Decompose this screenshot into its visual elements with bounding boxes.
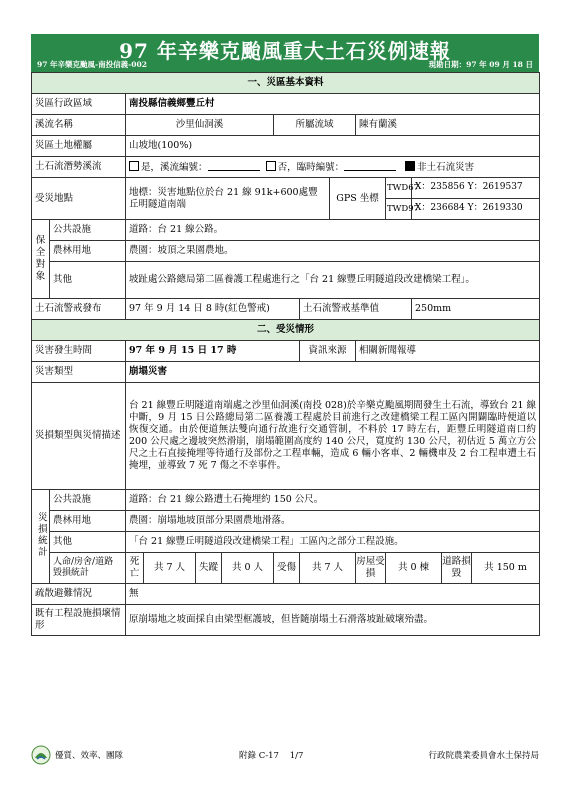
checkbox-non-debris[interactable]	[405, 161, 415, 171]
stats-other-value: 「台 21 線豐丘明隧道段改建橋梁工程」工區內之部分工程設施。	[126, 532, 540, 553]
report-table	[31, 72, 540, 636]
disaster-type-label: 災害類型	[32, 362, 126, 383]
title-banner	[31, 34, 539, 72]
section-damage-heading: 二、受災情形	[32, 320, 540, 341]
protect-other-value: 坡趾處公路總局第二區養護工程處進行之「台 21 線豐丘明隧道段改建橋梁工程」。	[126, 262, 540, 299]
survey-date: 現勘日期：97 年 09 月 18 日	[428, 60, 533, 69]
land-ownership-value: 山坡地(100%)	[126, 136, 540, 157]
footer-agency: 行政院農業委員會水土保持局	[428, 751, 539, 761]
appendix-number: 附錄 C-17	[239, 751, 279, 761]
twd67-label: TWD67	[386, 178, 412, 199]
checkbox-yes[interactable]	[129, 161, 139, 171]
stream-name-value: 沙里仙洞溪	[126, 115, 274, 136]
missing-value: 共 0 人	[222, 553, 274, 584]
option-non-debris-label: 非土石流災害	[417, 161, 475, 173]
admin-region-label: 災區行政區域	[32, 94, 126, 115]
stats-other-label: 其他	[50, 532, 126, 553]
loss-stats-label: 人命/房舍/道路毀損統計	[50, 553, 126, 584]
footer-page-info	[239, 749, 303, 761]
report-code: 97 年辛樂克颱風-南投信義-002	[37, 60, 147, 69]
info-source-value: 相關新聞報導	[356, 341, 540, 362]
footer-slogan: 優質、效率、團隊	[55, 751, 124, 761]
twd97-label: TWD97	[386, 199, 412, 220]
damage-description-value: 台 21 線豐丘明隧道南端處之沙里仙洞溪(南投 028)於辛樂克颱風期間發生土石流，導致台 21 線中斷，9 月 15 日公路總局第二區養護工程處於目前進行之改建橋梁工程工區內開闢臨時便道以恢復交通。由於便道無法雙向通行故進行交通管制，不料於 17 時左右，距豐丘明隧道南口約 200 公尺處之邊坡突然滑崩，崩塌範圍高度約 140 公尺，寬度約 130 公尺，初估近 5 萬立方公尺之土石直接掩埋等待通行及部份之工程車輛，造成 6 輛小客車、2 輛機車及 2 台工程車遭土石掩埋，並導致 7 死 7 傷之不幸事件。	[126, 383, 540, 490]
dead-value: 共 7 人	[144, 553, 196, 584]
admin-region-value: 南投縣信義鄉豐丘村	[126, 94, 540, 115]
protect-farm-label: 農林用地	[50, 241, 126, 262]
house-label: 房屋受損	[356, 553, 386, 584]
section-basic-info-heading: 一、災區基本資料	[32, 73, 540, 94]
existing-works-value: 原崩塌地之坡面採自由梁型框護坡，但皆隨崩塌土石滑落坡趾破壞殆盡。	[126, 605, 540, 636]
page-number: 1/7	[289, 751, 304, 761]
footer-left	[31, 745, 123, 765]
house-value: 共 0 棟	[386, 553, 442, 584]
info-source-label: 資訊來源	[300, 341, 356, 362]
evacuation-value: 無	[126, 584, 540, 605]
temp-number-blank	[344, 161, 396, 171]
occur-time-value: 97 年 9 月 15 日 17 時	[126, 341, 300, 362]
evacuation-label: 疏散避難情況	[32, 584, 126, 605]
agency-logo-icon	[31, 745, 51, 765]
stream-number-blank	[208, 161, 260, 171]
existing-works-label: 既有工程設施損壞情形	[32, 605, 126, 636]
dead-label: 死亡	[126, 553, 144, 584]
report-title: 97 年辛樂克颱風重大土石災例速報	[119, 39, 451, 63]
option-no-label: 否，臨時編號：	[277, 161, 345, 173]
report-sheet	[31, 34, 539, 636]
disaster-type-value: 崩塌災害	[126, 362, 540, 383]
warning-issue-label: 土石流警戒發布	[32, 299, 126, 320]
checkbox-no[interactable]	[266, 161, 276, 171]
warning-issue-value: 97 年 9 月 14 日 8 時(紅色警戒)	[126, 299, 300, 320]
road-label: 道路損毀	[442, 553, 472, 584]
damage-description-label: 災損類型與災情描述	[32, 383, 126, 490]
debris-potential-label: 土石流潛勢溪流	[32, 157, 126, 178]
protect-target-label: 保全對象	[32, 220, 50, 299]
injured-label: 受傷	[274, 553, 300, 584]
protect-other-label: 其他	[50, 262, 126, 299]
debris-potential-options	[126, 157, 540, 178]
page-footer	[31, 745, 539, 767]
twd67-value: X：235856 Y：2619537	[412, 178, 540, 199]
stream-name-label: 溪流名稱	[32, 115, 126, 136]
warning-threshold-label: 土石流警戒基準值	[300, 299, 412, 320]
location-value: 地標：災害地點位於台 21 線 91k+600處豐丘明隧道南端	[126, 178, 330, 220]
protect-farm-value: 農園：坡頂之果園農地。	[126, 241, 540, 262]
stats-farm-label: 農林用地	[50, 511, 126, 532]
basin-value: 陳有蘭溪	[356, 115, 540, 136]
occur-time-label: 災害發生時間	[32, 341, 126, 362]
stats-public-value: 道路：台 21 線公路遭土石掩埋約 150 公尺。	[126, 490, 540, 511]
road-value: 共 150 m	[472, 553, 540, 584]
location-label: 受災地點	[32, 178, 126, 220]
twd97-value: X：236684 Y：2619330	[412, 199, 540, 220]
option-yes-label: 是，溪流編號：	[141, 161, 208, 173]
protect-public-value: 道路：台 21 線公路。	[126, 220, 540, 241]
protect-public-label: 公共設施	[50, 220, 126, 241]
stats-public-label: 公共設施	[50, 490, 126, 511]
gps-label: GPS 坐標	[330, 178, 386, 220]
land-ownership-label: 災區土地權屬	[32, 136, 126, 157]
injured-value: 共 7 人	[300, 553, 356, 584]
stats-farm-value: 農園：崩塌地坡頂部分果園農地滑落。	[126, 511, 540, 532]
damage-stats-label	[32, 490, 50, 584]
basin-label: 所屬流域	[274, 115, 356, 136]
warning-threshold-value: 250mm	[412, 299, 540, 320]
missing-label: 失蹤	[196, 553, 222, 584]
damage-stats-text: 災損統計	[35, 511, 47, 558]
